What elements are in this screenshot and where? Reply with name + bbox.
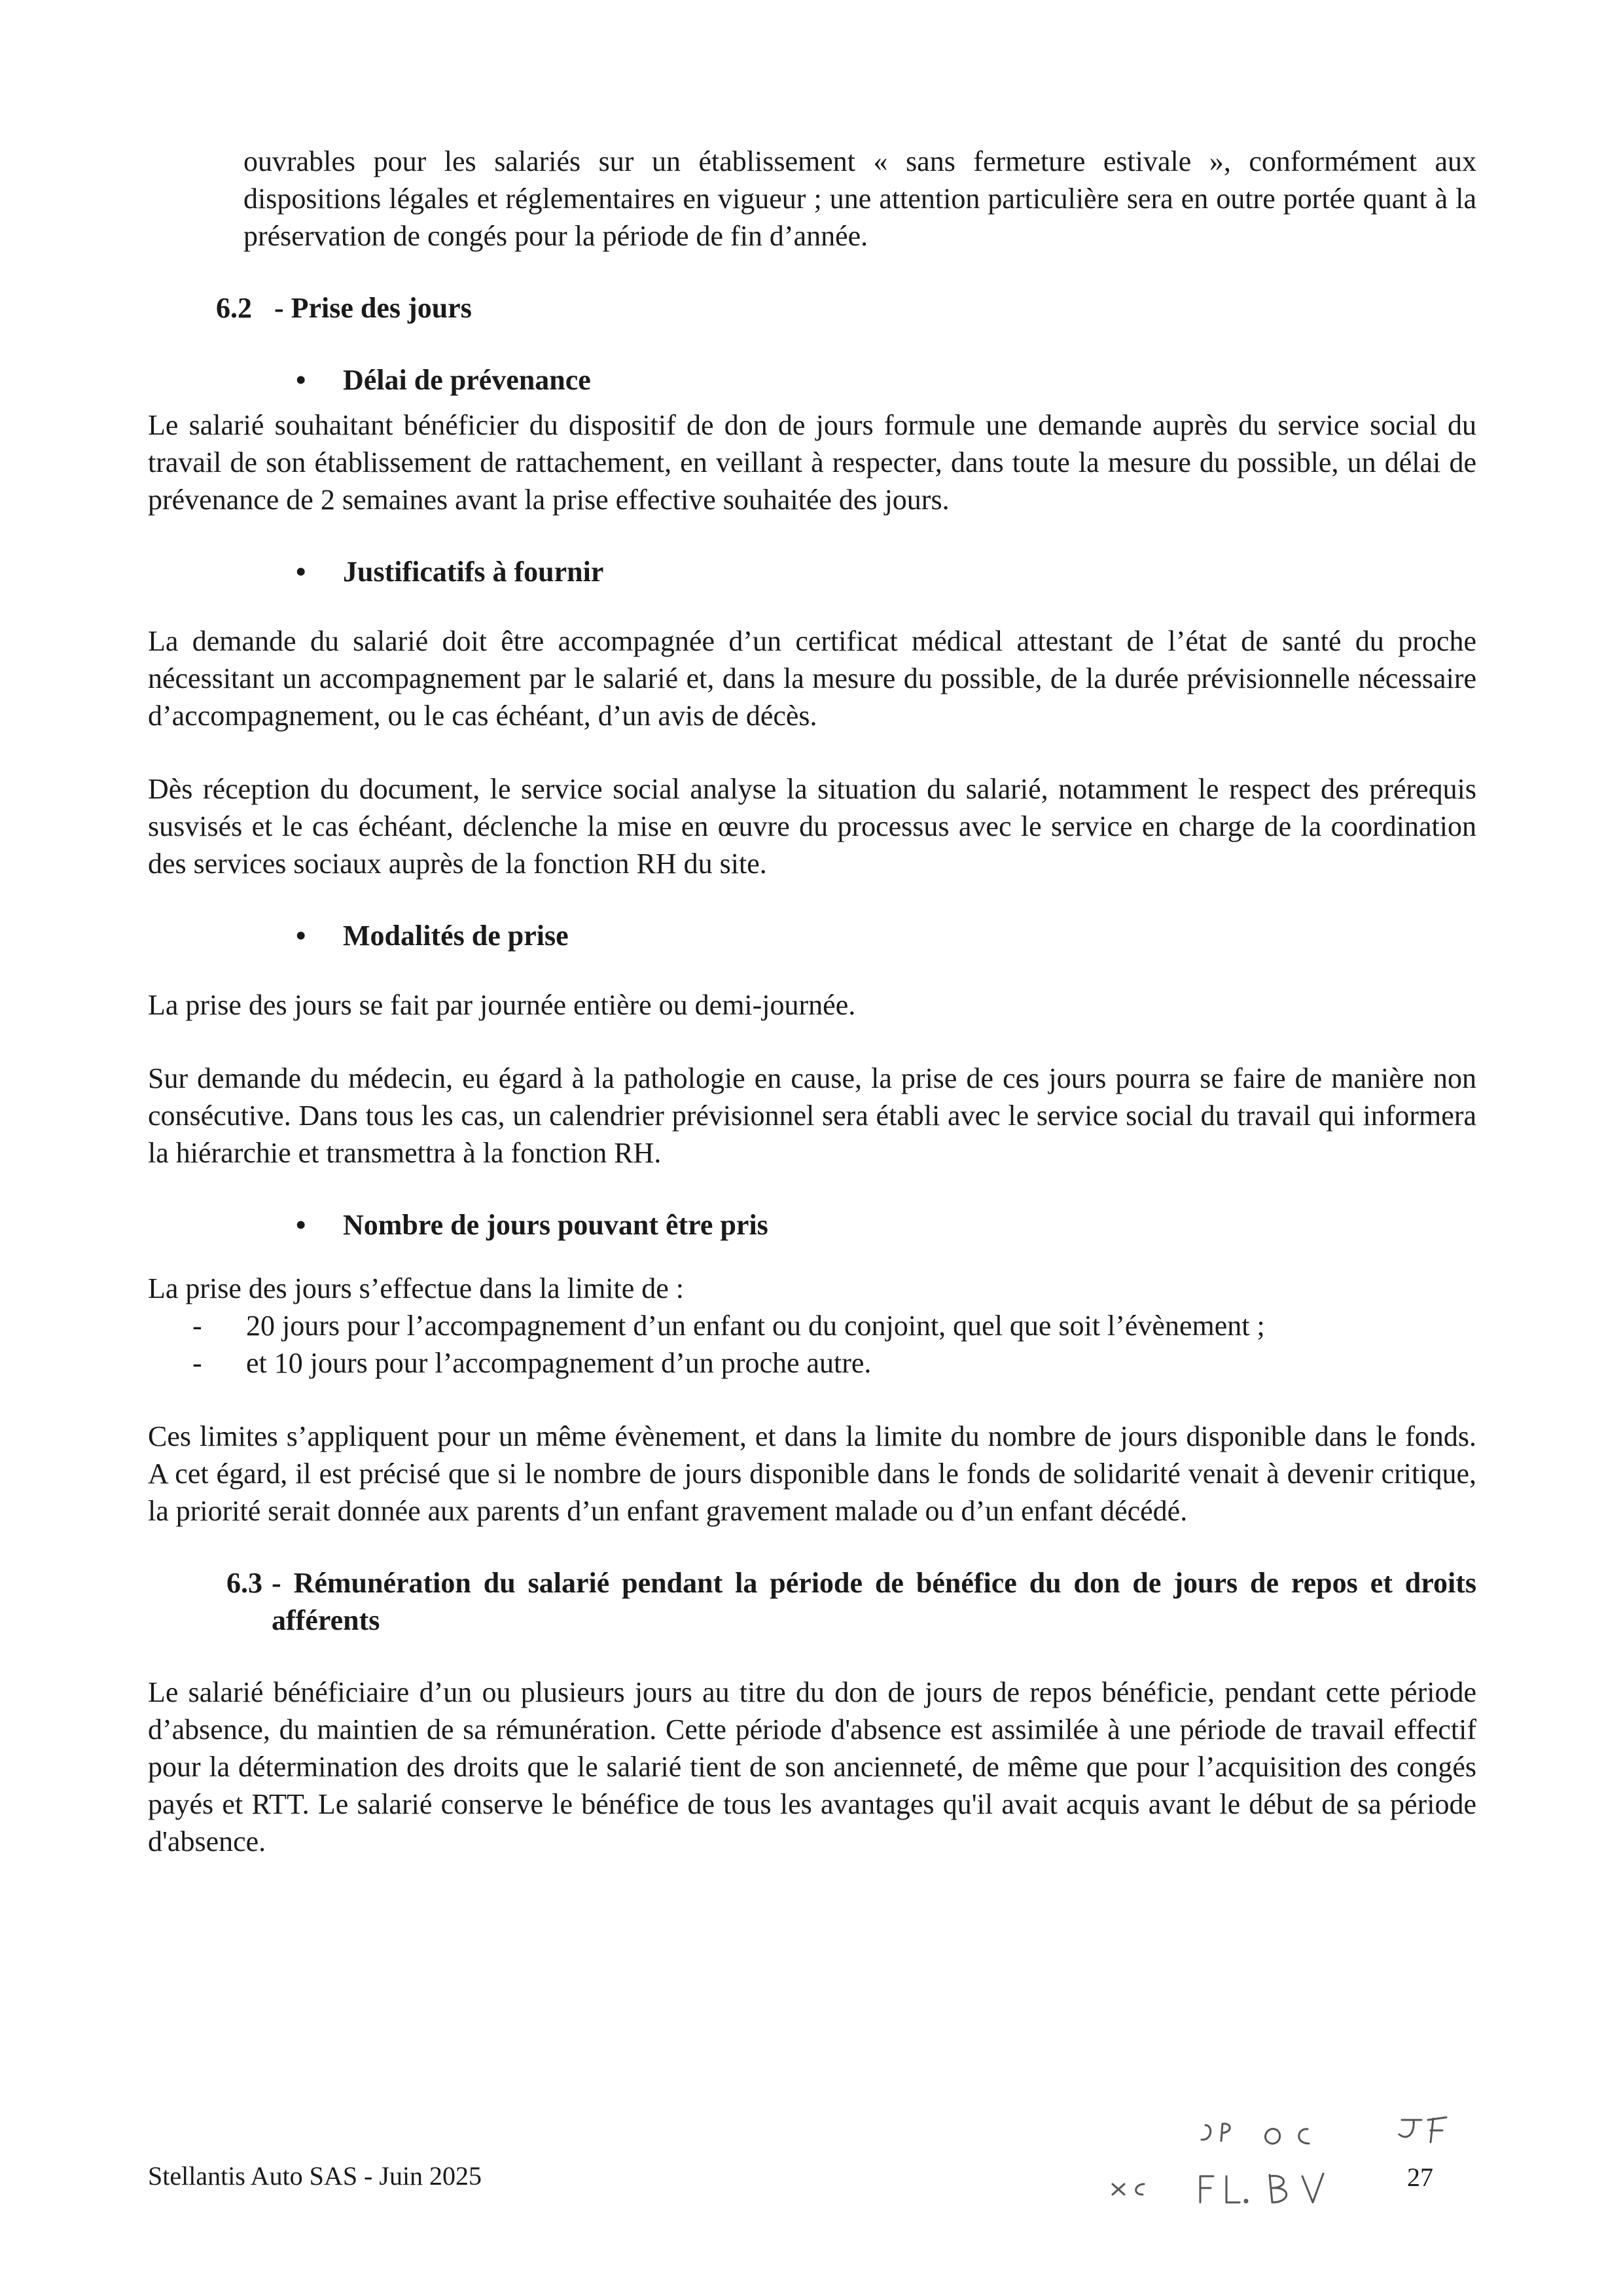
section-title: - Rémunération du salarié pendant la période de bénéfice du don de jours de repos et droits afférents bbox=[272, 1567, 1476, 1636]
paragraph-modalites-2: Sur demande du médecin, eu égard à la pathologie en cause, la prise de ces jours pourra se faire de manière non consécutive. Dans tous les cas, un calendrier prévisionnel sera établi avec le service social du travail qui informera la hiérarchie et transmettra à la fonction RH. bbox=[148, 1062, 1476, 1169]
dash-list bbox=[148, 1307, 1476, 1382]
bullet-heading-justificatifs bbox=[148, 553, 1476, 590]
footer-company-date: Stellantis Auto SAS - Juin 2025 bbox=[148, 2161, 482, 2191]
handwritten-initials bbox=[1106, 2111, 1472, 2209]
section-number: 6.3 bbox=[226, 1567, 262, 1599]
bullet-heading-text: Modalités de prise bbox=[343, 920, 569, 952]
bullet-icon: • bbox=[296, 920, 306, 952]
bullet-icon: • bbox=[296, 364, 306, 396]
list-item-text: 20 jours pour l’accompagnement d’un enfant ou du conjoint, quel que soit l’évènement ; bbox=[246, 1310, 1265, 1342]
bullet-heading-delai bbox=[148, 361, 1476, 399]
page-number: 27 bbox=[1407, 2162, 1433, 2192]
list-item bbox=[148, 1307, 1476, 1344]
paragraph-modalites-1: La prise des jours se fait par journée entière ou demi-journée. bbox=[148, 989, 856, 1021]
bullet-icon: • bbox=[296, 1209, 306, 1241]
paragraph-delai: Le salarié souhaitant bénéficier du dispositif de don de jours formule une demande auprès du service social du travail de son établissement de rattachement, en veillant à respecter, dans toute la mesure du possible, un délai de prévenance de 2 semaines avant la prise effective souhaitée des jours. bbox=[148, 409, 1476, 516]
paragraph-nombre-intro: La prise des jours s’effectue dans la limite de : bbox=[148, 1272, 685, 1304]
bullet-heading-text: Justificatifs à fournir bbox=[343, 556, 604, 588]
paragraph-nombre-limites: Ces limites s’appliquent pour un même évènement, et dans la limite du nombre de jours disponible dans le fonds. A cet égard, il est précisé que si le nombre de jours disponible dans le fonds de solidarité venait à devenir critique, la priorité serait donnée aux parents d’un enfant gravement malade ou d’un enfant décédé. bbox=[148, 1420, 1476, 1527]
bullet-heading-text: Nombre de jours pouvant être pris bbox=[343, 1209, 768, 1241]
bullet-icon: • bbox=[296, 556, 306, 588]
bullet-heading-text: Délai de prévenance bbox=[343, 364, 591, 396]
section-heading-6-3 bbox=[148, 1564, 1476, 1639]
paragraph-remuneration: Le salarié bénéficiaire d’un ou plusieurs jours au titre du don de jours de repos bénéficie, pendant cette période d’absence, du maintien de sa rémunération. Cette période d'absence est assimilée à une période de travail effectif pour la détermination des droits que le salarié tient de son ancienneté, de même que pour l’acquisition des congés payés et RTT. Le salarié conserve le bénéfice de tous les avantages qu'il avait acquis avant le début de sa période d'absence. bbox=[148, 1676, 1476, 1857]
section-heading-6-2 bbox=[148, 289, 1476, 327]
bullet-heading-nombre bbox=[148, 1206, 1476, 1244]
paragraph-justificatifs-1: La demande du salarié doit être accompagnée d’un certificat médical attestant de l’état de santé du proche nécessitant un accompagnement par le salarié et, dans la mesure du possible, de la durée prévisionnelle nécessaire d’accompagnement, ou le cas échéant, d’un avis de décès. bbox=[148, 625, 1476, 732]
bullet-heading-modalites bbox=[148, 917, 1476, 954]
section-number: 6.2 bbox=[216, 292, 252, 324]
section-title: - Prise des jours bbox=[274, 292, 472, 324]
list-item-text: et 10 jours pour l’accompagnement d’un proche autre. bbox=[246, 1347, 872, 1379]
paragraph-justificatifs-2: Dès réception du document, le service social analyse la situation du salarié, notamment le respect des prérequis susvisés et le cas échéant, déclenche la mise en œuvre du processus avec le service en charge de la coordination des services sociaux auprès de la fonction RH du site. bbox=[148, 773, 1476, 880]
dash-icon: - bbox=[192, 1310, 202, 1342]
intro-paragraph: ouvrables pour les salariés sur un établissement « sans fermeture estivale », conformément aux dispositions légales et réglementaires en vigueur ; une attention particulière sera en outre portée quant à la préservation de congés pour la période de fin d’année. bbox=[243, 145, 1476, 252]
dash-icon: - bbox=[192, 1347, 202, 1379]
page-content bbox=[148, 143, 1476, 1860]
list-item bbox=[148, 1344, 1476, 1382]
